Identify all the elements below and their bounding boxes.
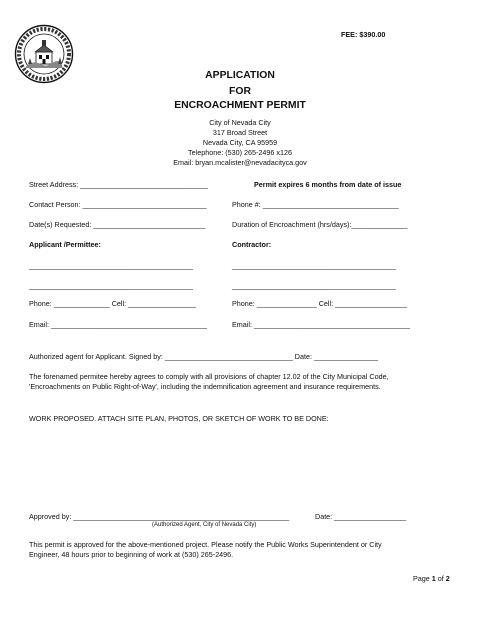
title-line-3: ENCROACHMENT PERMIT: [174, 100, 306, 111]
address-city: City of Nevada City: [209, 118, 271, 127]
applicant-phone-field[interactable]: Phone: ______________ Cell: _________________: [29, 299, 197, 308]
work-proposed-area[interactable]: [29, 428, 449, 508]
agreement-text-line-2: 'Encroachments on Public Right-of-Way', including the indemnification agreement and insurance requirements.: [29, 382, 381, 391]
approved-date-field[interactable]: Date: __________________: [315, 512, 407, 521]
duration-field[interactable]: Duration of Encroachment (hrs/days):______________: [232, 220, 408, 229]
page-number: [413, 574, 450, 583]
authorized-agent-caption: (Authorized Agent, City of Nevada City): [152, 522, 257, 528]
applicant-heading: Applicant /Permittee:: [29, 240, 101, 249]
applicant-name-line[interactable]: _________________________________________: [29, 261, 193, 270]
approved-by-field[interactable]: Approved by: ______________________________________________________: [29, 512, 290, 521]
address-citystate: Nevada City, CA 95959: [202, 138, 278, 147]
contact-person-field[interactable]: Contact Person: _______________________________: [29, 200, 207, 209]
title-line-1: APPLICATION: [205, 70, 275, 81]
approval-text-line-2: Engineer, 48 hours prior to beginning of work at (530) 265-2496.: [29, 550, 234, 559]
authorized-agent-line[interactable]: Authorized agent for Applicant. Signed by: ________________________________ Date: ________________: [29, 352, 378, 361]
applicant-address-line[interactable]: _________________________________________: [29, 281, 193, 290]
address-phone: Telephone: (530) 265-2496 x126: [188, 148, 292, 157]
page-of: of: [435, 574, 446, 583]
contractor-address-line[interactable]: _________________________________________: [232, 281, 396, 290]
title-line-2: FOR: [229, 86, 251, 97]
dates-requested-field[interactable]: Date(s) Requested: ____________________________: [29, 220, 206, 229]
contractor-phone-field[interactable]: Phone: _______________ Cell: __________________: [232, 299, 408, 308]
agreement-text-line-1: The forenamed permitee hereby agrees to comply with all provisions of chapter 12.02 of the City Municipal Code,: [29, 372, 389, 381]
applicant-email-field[interactable]: Email: _______________________________________: [29, 320, 207, 329]
page-current: 1: [431, 574, 436, 583]
phone-number-field[interactable]: Phone #: __________________________________: [232, 200, 399, 209]
permit-expires-note: Permit expires 6 months from date of issue: [254, 180, 402, 189]
page-prefix: Page: [413, 574, 432, 583]
address-email: Email: bryan.mcalister@nevadacityca.gov: [173, 158, 307, 167]
contractor-heading: Contractor:: [232, 240, 272, 249]
approval-text-line-1: This permit is approved for the above-mentioned project. Please notify the Public Works Superintendent or City: [29, 540, 382, 549]
address-street: 317 Broad Street: [212, 128, 268, 137]
page-total: 2: [445, 574, 450, 583]
fee-amount: FEE: $390.00: [341, 30, 386, 39]
work-proposed-heading: WORK PROPOSED. ATTACH SITE PLAN, PHOTOS, OR SKETCH OF WORK TO BE DONE:: [29, 414, 329, 423]
contractor-email-field[interactable]: Email: _______________________________________: [232, 320, 410, 329]
contractor-name-line[interactable]: _________________________________________: [232, 261, 396, 270]
street-address-field[interactable]: Street Address: ________________________________: [29, 180, 209, 189]
